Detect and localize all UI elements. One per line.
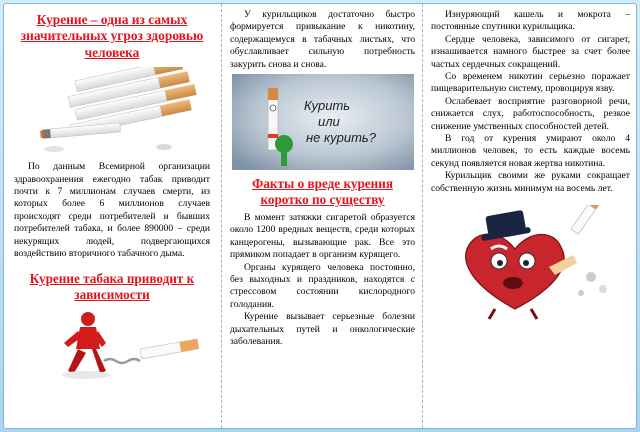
facts-paragraph: В момент затяжки сигаретой образуется около 1200 вредных веществ, среди которых канцерогены, вызывающие рак. Все это прямиком попадает в организм курящего. <box>230 212 415 261</box>
harm-paragraph: Со временем никотин серьезно поражает пищеварительную систему, провоцируя язву. <box>431 71 630 95</box>
chained-man-illustration <box>14 309 210 385</box>
harm-paragraph: В год от курения умирают около 4 миллионов человек, то есть каждые восемь секунд появляется новая жертва никотина. <box>431 133 630 169</box>
harm-paragraph: Изнуряющий кашель и мокрота – постоянные спутники курильщика. <box>431 9 630 33</box>
cigarettes-icon <box>14 67 210 157</box>
column-left <box>4 4 220 428</box>
harm-text <box>431 9 630 195</box>
facts-text <box>230 212 415 348</box>
main-heading: Курение – одна из самых значительных угроз здоровью человека <box>20 12 204 60</box>
chained-man-icon <box>14 309 210 385</box>
harm-paragraph: Сердце человека, зависимого от сигарет, изнашивается намного быстрее за счет более частых сердечных сокращений. <box>431 33 630 70</box>
column-right <box>423 4 636 428</box>
brochure-page <box>4 4 636 428</box>
sick-heart-illustration <box>431 205 630 323</box>
who-statistics-text <box>14 161 210 260</box>
facts-paragraph: Органы курящего человека постоянно, без выходных и праздников, находятся с стрессовом состоянии кислородного голодания. <box>230 261 415 310</box>
harm-paragraph: Ослабевает восприятие разговорной речи, снижается слух, работоспособность, резкое снижение умственных способностей детей. <box>431 95 630 132</box>
poster-text-3: не курить? <box>306 130 376 146</box>
smoke-or-not-poster <box>232 74 415 170</box>
sick-heart-icon <box>431 205 630 323</box>
facts-paragraph: Курение вызывает серьезные болезни дыхательных путей и онкологические заболевания. <box>230 311 415 348</box>
poster-text-2: или <box>318 114 340 130</box>
harm-paragraph: Курильщик своими же руками сокращает собственную жизнь минимум на восемь лет. <box>431 170 630 194</box>
addiction-paragraph: У курильщиков достаточно быстро формируется привыкание к никотину, содержащемуся в табачных листьях, что обуславливает сильную потребность закурить снова и снова. <box>230 9 415 70</box>
cigarettes-illustration <box>14 67 210 157</box>
poster-text-1: Курить <box>304 98 351 114</box>
poster-image <box>232 74 414 170</box>
column-middle <box>222 4 421 428</box>
facts-heading: Факты о вреде курения коротко по существу <box>252 176 393 208</box>
who-statistics-paragraph: По данным Всемирной организации здравоохранения ежегодно табак приводит почти к 7 миллионам случаев смерти, из которых более 6 миллионов случаев происходят среди потребителей и бывших потребителей табака, и более 890000 – среди некурящих людей, подвергающихся воздействию вторичного табачного дыма. <box>14 161 210 260</box>
addiction-heading: Курение табака приводит к зависимости <box>29 271 195 303</box>
addiction-text <box>230 9 415 71</box>
